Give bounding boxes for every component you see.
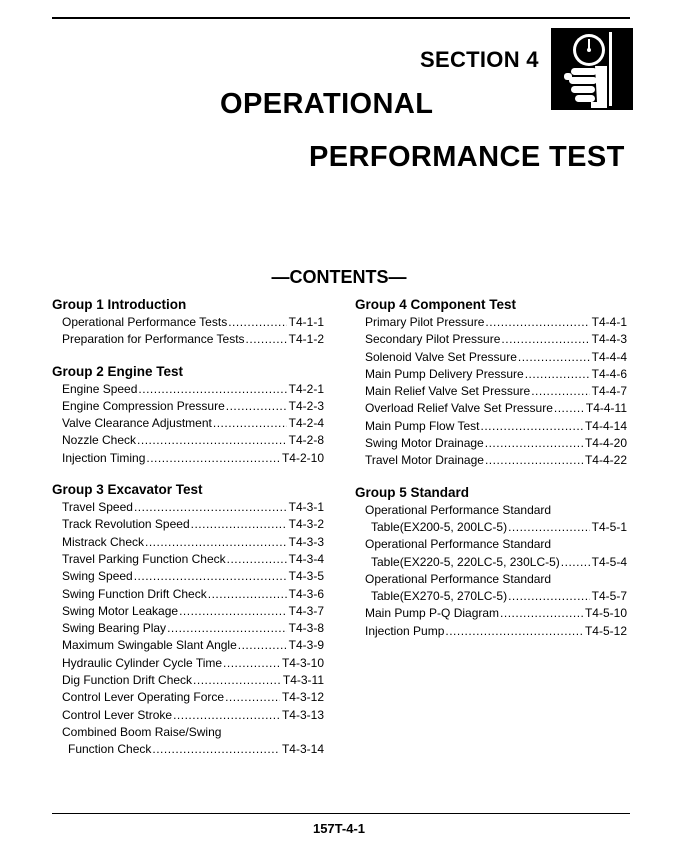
- toc-entry[interactable]: [52, 381, 324, 398]
- toc-entry-page: T4-4-20: [584, 436, 627, 451]
- toc-entry-text: Secondary Pilot Pressure: [365, 332, 501, 347]
- toc-group: [52, 363, 324, 467]
- toc-leader-dots: [501, 331, 589, 348]
- toc-entry-page: T4-2-3: [288, 398, 324, 413]
- top-rule: [52, 17, 630, 19]
- toc-entry-text: Swing Function Drift Check: [62, 586, 207, 601]
- page-title-line1: OPERATIONAL: [220, 88, 434, 120]
- toc-entry[interactable]: [355, 435, 627, 452]
- toc-entry-page: T4-3-11: [282, 673, 324, 688]
- toc-entry-text: Swing Motor Drainage: [365, 436, 484, 451]
- toc-entry-page: T4-3-14: [281, 742, 324, 757]
- toc-entry-page: T4-5-12: [584, 623, 627, 638]
- toc-entry-text: Injection Timing: [62, 450, 146, 465]
- toc-entry-text: Main Relief Valve Set Pressure: [365, 384, 531, 399]
- toc-entry-text: Main Pump Delivery Pressure: [365, 366, 524, 381]
- toc-entry-text: Preparation for Performance Tests: [62, 332, 245, 347]
- toc-leader-dots: [223, 655, 280, 672]
- page-title-line2: PERFORMANCE TEST: [309, 141, 625, 173]
- toc-entry[interactable]: [355, 536, 627, 553]
- toc-group: [355, 484, 627, 640]
- page-number: 157T-4-1: [312, 821, 366, 836]
- toc-entry-page: T4-5-4: [591, 554, 627, 569]
- toc-leader-dots: [508, 588, 590, 605]
- toc-entry[interactable]: [52, 603, 324, 620]
- toc-entry[interactable]: [355, 588, 627, 605]
- toc-entry-page: T4-2-10: [281, 450, 324, 465]
- toc-entry-page: T4-3-5: [288, 569, 324, 584]
- toc-leader-dots: [485, 314, 589, 331]
- toc-entry[interactable]: [355, 366, 627, 383]
- toc-entry[interactable]: [52, 637, 324, 654]
- toc-entry[interactable]: [355, 383, 627, 400]
- toc-group-title: Group 4 Component Test: [355, 297, 516, 312]
- toc-entry[interactable]: [52, 672, 324, 689]
- section-label: SECTION 4: [420, 47, 539, 72]
- toc-entry[interactable]: [52, 655, 324, 672]
- bottom-rule: [52, 813, 630, 814]
- gauge-hand-icon: [551, 28, 633, 110]
- toc-left-column: [52, 296, 324, 773]
- toc-entry-page: T4-1-2: [288, 332, 324, 347]
- toc-entry-text: Operational Performance Standard: [365, 502, 552, 517]
- toc-entry[interactable]: [52, 415, 324, 432]
- toc-leader-dots: [173, 707, 280, 724]
- toc-entry[interactable]: [355, 502, 627, 519]
- toc-entry-page: T4-4-6: [591, 366, 627, 381]
- toc-entry-text: Table(EX200-5, 200LC-5): [371, 519, 508, 534]
- toc-leader-dots: [485, 452, 583, 469]
- toc-leader-dots: [508, 519, 590, 536]
- toc-entry-text: Track Revolution Speed: [62, 517, 190, 532]
- toc-leader-dots: [481, 418, 583, 435]
- toc-entry-text: Operational Performance Standard: [365, 571, 552, 586]
- toc-entry-text: Control Lever Stroke: [62, 707, 173, 722]
- toc-entry[interactable]: [52, 432, 324, 449]
- toc-entry-page: T4-4-7: [591, 384, 627, 399]
- toc-leader-dots: [561, 554, 590, 571]
- toc-entry-page: T4-3-3: [288, 534, 324, 549]
- toc-group-title: Group 5 Standard: [355, 484, 470, 500]
- toc-group-title: Group 1 Introduction: [52, 297, 187, 312]
- toc-leader-dots: [246, 331, 287, 348]
- toc-entry-text: Travel Motor Drainage: [365, 453, 484, 468]
- toc-entry-text: Maximum Swingable Slant Angle: [62, 638, 237, 653]
- toc-entry[interactable]: [52, 586, 324, 603]
- toc-entry-text: Operational Performance Tests: [62, 315, 228, 329]
- toc-entry-page: T4-2-1: [288, 381, 324, 396]
- toc-leader-dots: [134, 499, 287, 516]
- toc-entry[interactable]: [52, 620, 324, 637]
- toc-entry-text: Hydraulic Cylinder Cycle Time: [62, 655, 223, 670]
- toc-entry-text: Engine Speed: [62, 381, 138, 396]
- toc-entry-page: T4-3-10: [281, 655, 324, 670]
- toc-entry-page: T4-3-1: [288, 500, 324, 515]
- toc-entry-page: T4-3-2: [288, 517, 324, 532]
- toc-entry-text: Engine Compression Pressure: [62, 398, 225, 413]
- toc-entry-text: Nozzle Check: [62, 433, 137, 448]
- toc-entry[interactable]: [355, 349, 627, 366]
- toc-entry-page: T4-4-3: [591, 332, 627, 347]
- toc-right-column: [355, 296, 627, 654]
- toc-entry-page: T4-3-13: [281, 707, 324, 722]
- toc-entry[interactable]: [52, 398, 324, 415]
- toc-entry[interactable]: [52, 724, 324, 741]
- toc-entry-page: T4-3-6: [288, 586, 324, 601]
- toc-leader-dots: [525, 366, 590, 383]
- toc-entry[interactable]: [52, 689, 324, 706]
- toc-leader-dots: [226, 398, 287, 415]
- toc-leader-dots: [485, 435, 583, 452]
- toc-entry[interactable]: [355, 331, 627, 348]
- toc-entry[interactable]: [52, 331, 324, 348]
- toc-leader-dots: [554, 400, 584, 417]
- toc-entry-text: Table(EX220-5, 220LC-5, 230LC-5): [371, 554, 560, 569]
- toc-entry[interactable]: [355, 314, 627, 331]
- toc-entry-text: Primary Pilot Pressure: [365, 315, 485, 329]
- toc-leader-dots: [228, 314, 286, 331]
- toc-entry[interactable]: [52, 741, 324, 758]
- toc-entry[interactable]: [52, 450, 324, 467]
- toc-entry-page: T4-4-22: [584, 453, 627, 468]
- toc-entry[interactable]: [52, 707, 324, 724]
- toc-entry[interactable]: [52, 568, 324, 585]
- toc-entry-page: T4-2-8: [288, 433, 324, 448]
- toc-entry[interactable]: [52, 314, 324, 331]
- toc-entry[interactable]: [52, 534, 324, 551]
- toc-entry-page: T4-4-14: [584, 418, 627, 433]
- toc-entry[interactable]: [355, 571, 627, 588]
- toc-entry-text: Operational Performance Standard: [365, 537, 552, 552]
- toc-leader-dots: [213, 415, 287, 432]
- toc-entry-page: T4-4-1: [591, 315, 627, 329]
- toc-leader-dots: [227, 551, 287, 568]
- toc-entry-text: Dig Function Drift Check: [62, 673, 193, 688]
- toc-leader-dots: [167, 620, 287, 637]
- toc-entry-page: T4-5-1: [591, 519, 627, 534]
- toc-entry-text: Travel Speed: [62, 500, 133, 515]
- toc-leader-dots: [191, 516, 287, 533]
- toc-group-title: Group 2 Engine Test: [52, 363, 184, 379]
- toc-entry-page: T4-3-9: [288, 638, 324, 653]
- toc-leader-dots: [208, 586, 287, 603]
- toc-entry-text: Swing Bearing Play: [62, 621, 167, 636]
- toc-entry-text: Overload Relief Valve Set Pressure: [365, 401, 553, 416]
- toc-entry-text: Function Check: [68, 742, 152, 757]
- toc-entry-text: Valve Clearance Adjustment: [62, 416, 212, 431]
- toc-entry-page: T4-1-1: [288, 315, 324, 329]
- toc-entry-text: Combined Boom Raise/Swing: [62, 724, 222, 739]
- toc-group: [355, 296, 627, 470]
- toc-entry-text: Control Lever Operating Force: [62, 690, 225, 705]
- toc-entry[interactable]: [52, 551, 324, 568]
- toc-entry[interactable]: [355, 418, 627, 435]
- toc-entry-page: T4-3-4: [288, 551, 324, 566]
- toc-leader-dots: [138, 381, 286, 398]
- toc-entry-text: Injection Pump: [365, 623, 445, 638]
- toc-entry-text: Travel Parking Function Check: [62, 551, 226, 566]
- toc-leader-dots: [500, 605, 583, 622]
- toc-leader-dots: [145, 534, 287, 551]
- toc-entry-text: Main Pump P-Q Diagram: [365, 606, 500, 621]
- toc-entry-page: T4-3-8: [288, 621, 324, 636]
- toc-group-title: Group 3 Excavator Test: [52, 482, 203, 498]
- toc-leader-dots: [134, 568, 287, 585]
- toc-entry[interactable]: [52, 516, 324, 533]
- contents-heading: —CONTENTS—: [271, 267, 407, 287]
- toc-entry[interactable]: [355, 519, 627, 536]
- toc-leader-dots: [152, 741, 280, 758]
- toc-entry[interactable]: [52, 499, 324, 516]
- toc-entry-page: T4-4-11: [585, 401, 627, 416]
- toc-leader-dots: [531, 383, 589, 400]
- toc-entry-page: T4-2-4: [288, 416, 324, 431]
- toc-entry-page: T4-5-10: [584, 606, 627, 621]
- toc-entry-page: T4-4-4: [591, 349, 627, 364]
- toc-leader-dots: [518, 349, 590, 366]
- toc-entry-text: Solenoid Valve Set Pressure: [365, 349, 517, 364]
- toc-leader-dots: [445, 623, 583, 640]
- toc-leader-dots: [225, 689, 280, 706]
- toc-entry[interactable]: [355, 554, 627, 571]
- toc-entry-text: Swing Motor Leakage: [62, 603, 179, 618]
- toc-entry[interactable]: [355, 605, 627, 622]
- toc-leader-dots: [137, 432, 287, 449]
- toc-entry-text: Swing Speed: [62, 569, 133, 584]
- toc-entry-text: Table(EX270-5, 270LC-5): [371, 589, 508, 604]
- toc-entry-page: T4-3-7: [288, 603, 324, 618]
- toc-entry-text: Mistrack Check: [62, 534, 145, 549]
- toc-entry[interactable]: [355, 623, 627, 640]
- toc-entry[interactable]: [355, 452, 627, 469]
- toc-group: [52, 481, 324, 758]
- toc-entry-text: Main Pump Flow Test: [365, 418, 480, 433]
- toc-entry-page: T4-3-12: [281, 690, 324, 705]
- toc-entry-page: T4-5-7: [591, 589, 627, 604]
- toc-leader-dots: [146, 450, 280, 467]
- toc-entry[interactable]: [355, 400, 627, 417]
- toc-leader-dots: [238, 637, 287, 654]
- toc-leader-dots: [179, 603, 287, 620]
- toc-group: [52, 296, 324, 349]
- toc-leader-dots: [193, 672, 281, 689]
